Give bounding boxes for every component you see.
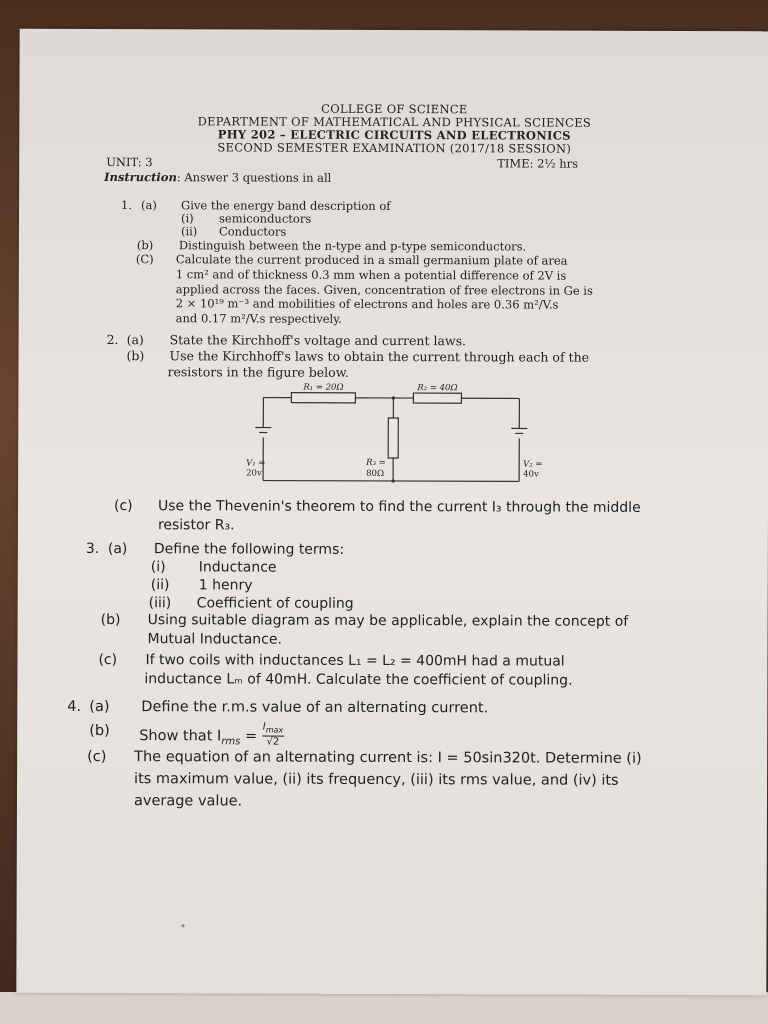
q4-b-numer-sub: max	[265, 725, 284, 735]
q3-a-text: Define the following terms:	[153, 541, 345, 558]
q1-c-line-3: applied across the faces. Given, concentration of free electrons in Ge is	[175, 282, 593, 298]
q2-b-line-1: Use the Kirchhoff's laws to obtain the current through each of the	[169, 348, 590, 365]
q3-c-label: (c)	[98, 651, 118, 669]
r2-label: R₂ = 40Ω	[417, 383, 458, 394]
instruction-label: Instruction	[104, 169, 177, 185]
q1-a-i-label: (i)	[180, 211, 194, 226]
resistor-r2	[413, 393, 461, 403]
time-label: TIME: 2½ hrs	[497, 156, 579, 171]
q2-b-label: (b)	[126, 348, 145, 364]
q3-a-i-text: Inductance	[198, 559, 277, 576]
q3-a-ii-label: (ii)	[150, 577, 170, 594]
q4-b-formula	[139, 723, 284, 750]
q2-c-line-2: resistor R₃.	[157, 517, 235, 534]
q1-c-label: (C)	[135, 252, 154, 267]
v1-name-label: V₁ =	[246, 458, 266, 469]
q3-a-iii-text: Coefficient of coupling	[196, 595, 354, 612]
course-title: PHY 202 – ELECTRIC CIRCUITS AND ELECTRONICS	[217, 127, 571, 143]
q4-number: 4.	[67, 698, 82, 715]
q1-a-i-text: semiconductors	[218, 211, 312, 226]
department-title: DEPARTMENT OF MATHEMATICAL AND PHYSICAL SCIENCES	[197, 114, 592, 130]
v2-name-label: V₂ =	[523, 459, 543, 470]
q1-c-line-1: Calculate the current produced in a small germanium plate of area	[175, 252, 568, 268]
q4-b-text: Show that I	[139, 728, 222, 745]
resistor-r3	[388, 418, 398, 458]
q3-a-label: (a)	[107, 541, 128, 558]
paper-speck	[182, 924, 185, 927]
q2-c-label: (c)	[113, 498, 133, 515]
table-bottom-strip	[0, 992, 768, 1024]
instruction	[104, 170, 331, 185]
q4-b-numer-letter: I	[262, 721, 266, 733]
exam-paper	[16, 29, 768, 996]
r3-value-label: 80Ω	[366, 468, 385, 479]
q3-b-line-1: Using suitable diagram as may be applicable, explain the concept of	[147, 612, 629, 630]
wire-bottom	[263, 481, 519, 482]
q3-number: 3.	[85, 540, 100, 557]
q1-c-line-2: 1 cm² and of thickness 0.3 mm when a potential difference of 2V is	[175, 267, 567, 283]
q1-a-label: (a)	[141, 198, 157, 213]
q4-b-eq: =	[240, 728, 262, 745]
q4-b-label: (b)	[89, 722, 110, 740]
q3-b-line-2: Mutual Inductance.	[147, 631, 282, 648]
instruction-text: : Answer 3 questions in all	[176, 170, 332, 185]
q1-c-line-5: and 0.17 m²/V.s respectively.	[175, 311, 342, 326]
q1-a-ii-text: Conductors	[218, 224, 287, 239]
q1-number: 1.	[121, 198, 133, 213]
junction-bottom	[392, 479, 395, 482]
college-title: COLLEGE OF SCIENCE	[321, 101, 468, 117]
resistor-r1	[291, 393, 355, 403]
q4-c-line-3: average value.	[133, 793, 243, 810]
q4-b-fraction	[262, 722, 284, 748]
q1-b-text: Distinguish between the n-type and p-type semiconductors.	[178, 238, 527, 254]
q1-b-label: (b)	[136, 238, 154, 253]
exam-title: SECOND SEMESTER EXAMINATION (2017/18 SESSION)	[217, 140, 572, 156]
r3-name-label: R₃ =	[366, 457, 386, 468]
v2-value-label: 40v	[523, 469, 539, 480]
q1-a-ii-label: (ii)	[180, 224, 198, 239]
q3-a-i-label: (i)	[150, 559, 166, 576]
q4-c-label: (c)	[87, 748, 107, 766]
q4-a-label: (a)	[89, 698, 110, 716]
q2-a-label: (a)	[126, 332, 144, 348]
q4-b-sub: rms	[221, 736, 241, 748]
q3-c-line-1: If two coils with inductances L₁ = L₂ = 400mH had a mutual	[145, 652, 565, 670]
junction-top	[392, 396, 395, 399]
q3-c-line-2: inductance Lₘ of 40mH. Calculate the coefficient of coupling.	[144, 671, 573, 689]
v1-value-label: 20v	[246, 468, 262, 479]
q2-c-line-1: Use the Thevenin's theorem to find the current I₃ through the middle	[157, 498, 641, 516]
circuit-diagram	[223, 379, 543, 490]
q3-a-ii-text: 1 henry	[198, 577, 253, 594]
r1-label: R₁ = 20Ω	[303, 382, 344, 393]
q2-b-line-2: resistors in the figure below.	[167, 364, 349, 380]
q2-number: 2.	[106, 331, 119, 348]
q3-b-label: (b)	[100, 611, 121, 629]
q3-a-iii-label: (iii)	[148, 595, 172, 612]
q4-c-line-2: its maximum value, (ii) its frequency, (iii) its rms value, and (iv) its	[134, 771, 619, 789]
unit-label: UNIT: 3	[106, 154, 153, 170]
q2-a-text: State the Kirchhoff's voltage and current laws.	[169, 332, 467, 349]
q4-c-line-1: The equation of an alternating current is: I = 50sin320t. Determine (i)	[134, 749, 642, 767]
q1-a-text: Give the energy band description of	[181, 198, 391, 213]
q1-c-line-4: 2 × 10¹⁹ m⁻³ and mobilities of electrons and holes are 0.36 m²/V.s	[175, 296, 559, 312]
q4-a-text: Define the r.m.s value of an alternating current.	[141, 699, 489, 717]
q4-b-denominator: √2	[266, 736, 280, 748]
q4-b-numerator	[262, 722, 284, 737]
